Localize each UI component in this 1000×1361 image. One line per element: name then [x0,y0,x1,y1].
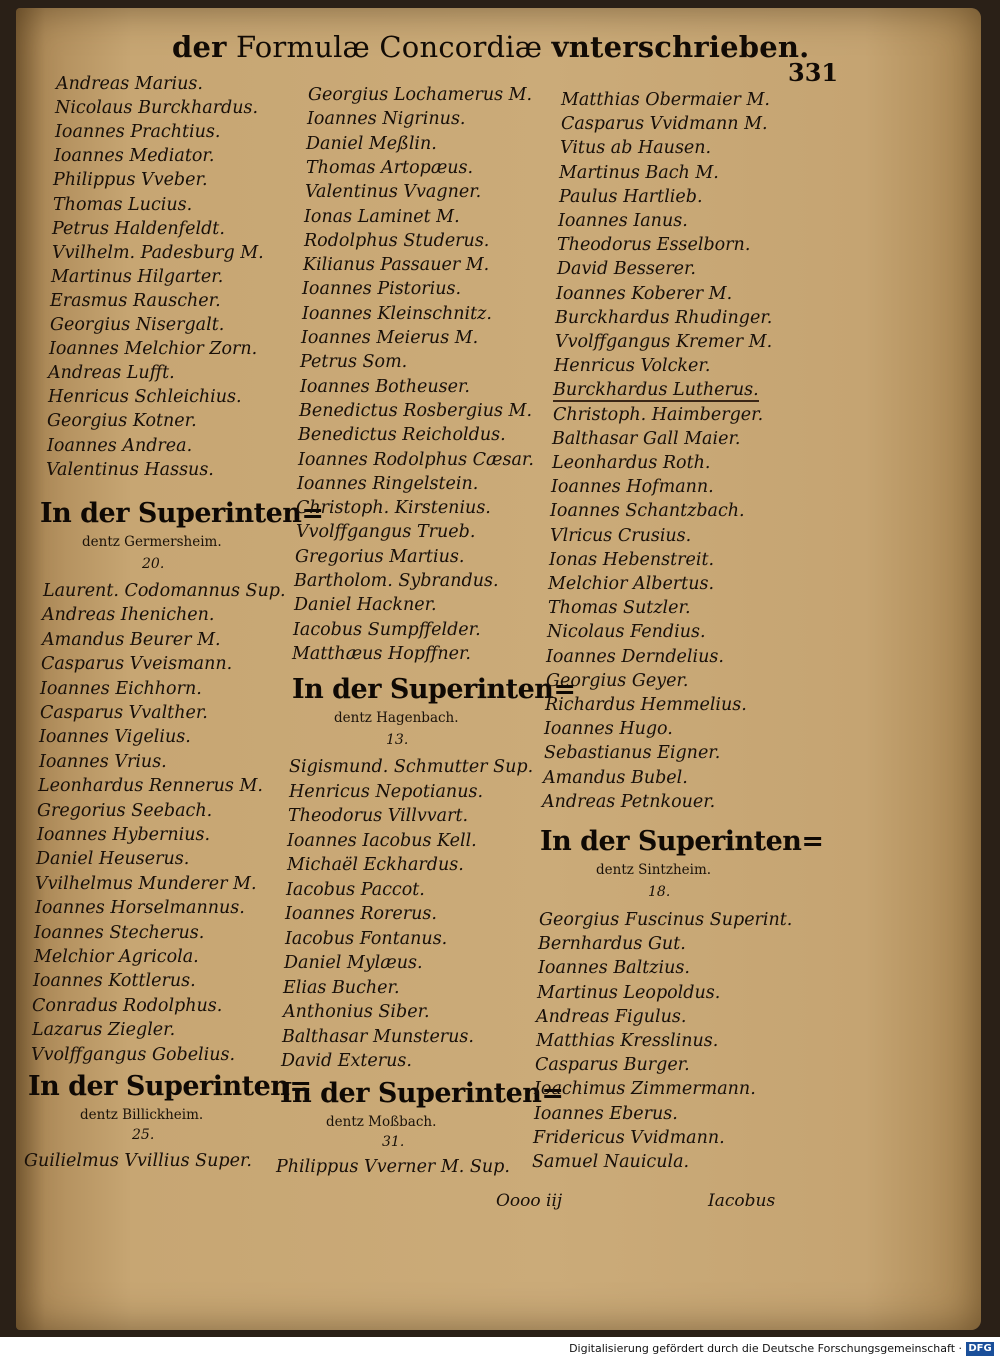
signatory-name: Ioannes Nigrinus. [307,109,466,130]
book-page [16,8,981,1330]
signatory-name: Ioannes Baltzius. [538,958,690,979]
signatory-name: Amandus Beurer M. [42,629,221,650]
signatory-name: Conradus Rodolphus. [32,995,223,1016]
signatory-name: Valentinus Vvagner. [305,182,482,203]
signatory-name: Henricus Schleichius. [48,387,242,408]
signatory-name: Ioannes Meierus M. [301,328,479,348]
signatory-name: Andreas Lufft. [48,363,175,384]
signatory-name: Ionas Laminet M. [304,206,460,227]
signatory-name: Ioannes Kottlerus. [33,971,196,992]
signatory-name: David Exterus. [281,1051,412,1071]
signatory-name: Leonhardus Roth. [552,453,711,473]
signatory-name: Henricus Volcker. [554,356,711,377]
signatory-name: Benedictus Reicholdus. [298,425,506,446]
signatory-name: Daniel Meßlin. [306,133,437,154]
signatory-name: Ioannes Ringelstein. [297,473,479,494]
signatory-name: Laurent. Codomannus Sup. [43,581,286,601]
signatory-name: Gregorius Seebach. [37,800,213,821]
signatory-name: Ioannes Hofmann. [551,477,714,498]
signatory-name: Ioannes Ianus. [558,211,688,231]
signatory-name: Theodorus Esselborn. [557,235,751,256]
section-district: dentz Sintzheim. [596,862,712,878]
signatory-name: Samuel Nauicula. [532,1152,690,1172]
signatory-name: Kilianus Passauer M. [303,255,490,276]
signatory-name: Sebastianus Eigner. [544,743,721,764]
signatory-name: Martinus Bach M. [559,162,719,183]
signatory-name: Vvolffgangus Gobelius. [31,1044,236,1065]
credit-bar [0,1337,1000,1361]
section-heading: In der Superinten= [540,826,824,857]
section-count: 18. [648,884,671,900]
signatory-name: Daniel Hackner. [294,595,437,616]
signatory-name: Andreas Marius. [56,74,203,94]
signatory-name: Ioannes Mediator. [54,146,215,167]
signatory-name: Ioannes Iacobus Kell. [287,830,477,851]
running-head-title: Formulæ Concordiæ [236,30,543,64]
signatory-name: Matthias Obermaier M. [561,90,770,110]
section-heading: In der Superinten= [280,1078,564,1109]
signatory-name: Georgius Nisergalt. [50,315,225,335]
signatory-name: David Besserer. [557,259,696,280]
signatory-name: Ioannes Melchior Zorn. [49,339,258,360]
signatory-name: Daniel Mylæus. [284,953,423,973]
signatory-name: Benedictus Rosbergius M. [299,400,533,421]
signatory-name: Iacobus Fontanus. [285,928,448,949]
signatory-name: Ioannes Stecherus. [34,922,205,943]
signatory-name: Ioannes Vrius. [39,751,167,772]
signatory-name: Andreas Petnkouer. [542,791,716,812]
signatory-name: Casparus Vvidmann M. [561,114,768,135]
credit-text: Digitalisierung gefördert durch die Deutsche Forschungsgemeinschaft · [569,1342,962,1355]
signatory-name: Nicolaus Fendius. [547,622,706,643]
signatory-name: Nicolaus Burckhardus. [55,98,259,119]
signatory-name: Vvilhelm. Padesburg M. [52,242,264,263]
section-count: 13. [386,732,409,748]
signatory-name: Ioannes Horselmannus. [35,898,245,919]
signatory-name: Ioannes Schantzbach. [550,501,745,522]
section-count: 25. [132,1127,155,1143]
signatory-name: Petrus Som. [300,352,408,373]
signatory-name: Amandus Bubel. [543,767,688,788]
signatory-name: Ioannes Vigelius. [39,727,191,748]
section-count: 31. [382,1134,405,1150]
signatory-name: Ioannes Hybernius. [37,825,211,845]
running-head-gothic-suffix: vnterschrieben. [551,30,810,64]
signatory-name: Ioannes Eichhorn. [40,678,202,699]
signatory-name: Balthasar Munsterus. [282,1026,474,1047]
signatory-name: Vitus ab Hausen. [560,138,712,159]
section-count: 20. [142,556,165,572]
section-district: dentz Germersheim. [82,534,222,550]
signatory-name: Leonhardus Rennerus M. [38,776,263,797]
signatory-name: Melchior Agricola. [34,947,199,967]
signatory-name: Ioannes Eberus. [534,1103,678,1124]
signature-mark: Oooo iij [496,1191,563,1211]
dfg-logo: DFG [966,1342,994,1356]
signatory-name: Paulus Hartlieb. [559,186,703,207]
signatory-name: Ioannes Prachtius. [55,122,221,143]
signatory-name: Balthasar Gall Maier. [552,428,741,449]
signatory-name: Georgius Lochamerus M. [308,85,533,105]
running-head-gothic-prefix: der [172,30,227,64]
signatory-name: Michaël Eckhardus. [287,855,464,875]
signatory-name: Philippus Vverner M. Sup. [276,1157,510,1177]
signatory-name: Vvilhelmus Munderer M. [35,873,257,894]
signatory-name: Iacobus Paccot. [286,879,425,900]
signatory-name: Thomas Artopæus. [306,157,474,178]
signatory-name: Henricus Nepotianus. [289,781,484,802]
signatory-name: Casparus Burger. [535,1055,690,1076]
signatory-name: Fridericus Vvidmann. [533,1127,725,1148]
signatory-name: Christoph. Kirstenius. [296,498,491,519]
section-heading: In der Superinten= [292,674,576,705]
signatory-name: Daniel Heuserus. [36,849,190,870]
section-district: dentz Billickheim. [80,1107,204,1123]
signatory-name: Lazarus Ziegler. [32,1020,176,1041]
signatory-name: Elias Bucher. [283,977,400,998]
section-heading: In der Superinten= [40,498,324,529]
signatory-name: Melchior Albertus. [548,574,715,594]
signatory-name: Ioachimus Zimmermann. [534,1079,756,1100]
signatory-name: Vvolffgangus Kremer M. [555,332,773,352]
signatory-name: Philippus Vveber. [53,170,208,191]
signatory-name: Ioannes Rodolphus Cæsar. [298,449,534,470]
signatory-name: Gregorius Martius. [295,546,465,567]
signatory-name: Andreas Figulus. [536,1006,687,1027]
signatory-name: Anthonius Siber. [283,1002,430,1022]
signatory-name: Martinus Leopoldus. [537,982,721,1003]
signatory-name: Iacobus Sumpffelder. [293,619,481,640]
section-district: dentz Moßbach. [326,1114,437,1130]
signatory-name: Ioannes Pistorius. [302,279,462,300]
signatory-name: Andreas Ihenichen. [42,605,215,626]
signatory-name: Casparus Vvalther. [40,703,208,723]
page-number: 331 [788,58,839,87]
signatory-name: Rodolphus Studerus. [304,230,490,251]
signatory-name: Georgius Fuscinus Superint. [539,910,793,930]
signatory-name: Matthias Kresslinus. [536,1031,719,1051]
signatory-name: Vlricus Crusius. [550,525,692,546]
signatory-name: Richardus Hemmelius. [545,695,747,715]
signatory-name: Ioannes Andrea. [47,435,193,456]
signatory-name: Martinus Hilgarter. [51,266,224,287]
signatory-name: Ioannes Botheuser. [300,376,470,397]
signatory-name: Matthæus Hopffner. [292,643,471,664]
signatory-name: Ioannes Hugo. [544,719,673,740]
section-heading: In der Superinten= [28,1071,312,1102]
signatory-name: Guilielmus Vvillius Super. [24,1151,252,1171]
signatory-name: Burckhardus Rhudinger. [555,307,773,328]
signatory-name: Vvolffgangus Trueb. [296,522,476,543]
signatory-name: Ioannes Derndelius. [546,646,724,667]
signatory-name: Theodorus Villvvart. [288,806,469,826]
signatory-name: Georgius Geyer. [546,670,689,691]
signatory-name: Thomas Lucius. [53,194,193,215]
signatory-name: Casparus Vveismann. [41,654,233,675]
signatory-name: Ioannes Rorerus. [285,904,437,924]
signatory-name: Ionas Hebenstreit. [549,549,715,570]
signatory-name: Sigismund. Schmutter Sup. [289,757,534,777]
signatory-name: Georgius Kotner. [47,411,197,432]
signatory-name: Burckhardus Lutherus. [553,380,759,401]
signatory-name: Ioannes Kleinschnitz. [302,303,492,324]
signatory-name: Thomas Sutzler. [548,598,691,619]
running-head [172,30,809,64]
catchword: Iacobus [708,1191,776,1211]
signatory-name: Petrus Haldenfeldt. [52,218,225,239]
signatory-name: Valentinus Hassus. [46,459,214,480]
signatory-name: Erasmus Rauscher. [50,290,221,311]
signatory-name: Bartholom. Sybrandus. [294,571,499,591]
signatory-name: Ioannes Koberer M. [556,283,733,304]
signatory-name: Bernhardus Gut. [538,934,686,955]
section-district: dentz Hagenbach. [334,710,459,726]
signatory-name: Christoph. Haimberger. [553,404,764,425]
